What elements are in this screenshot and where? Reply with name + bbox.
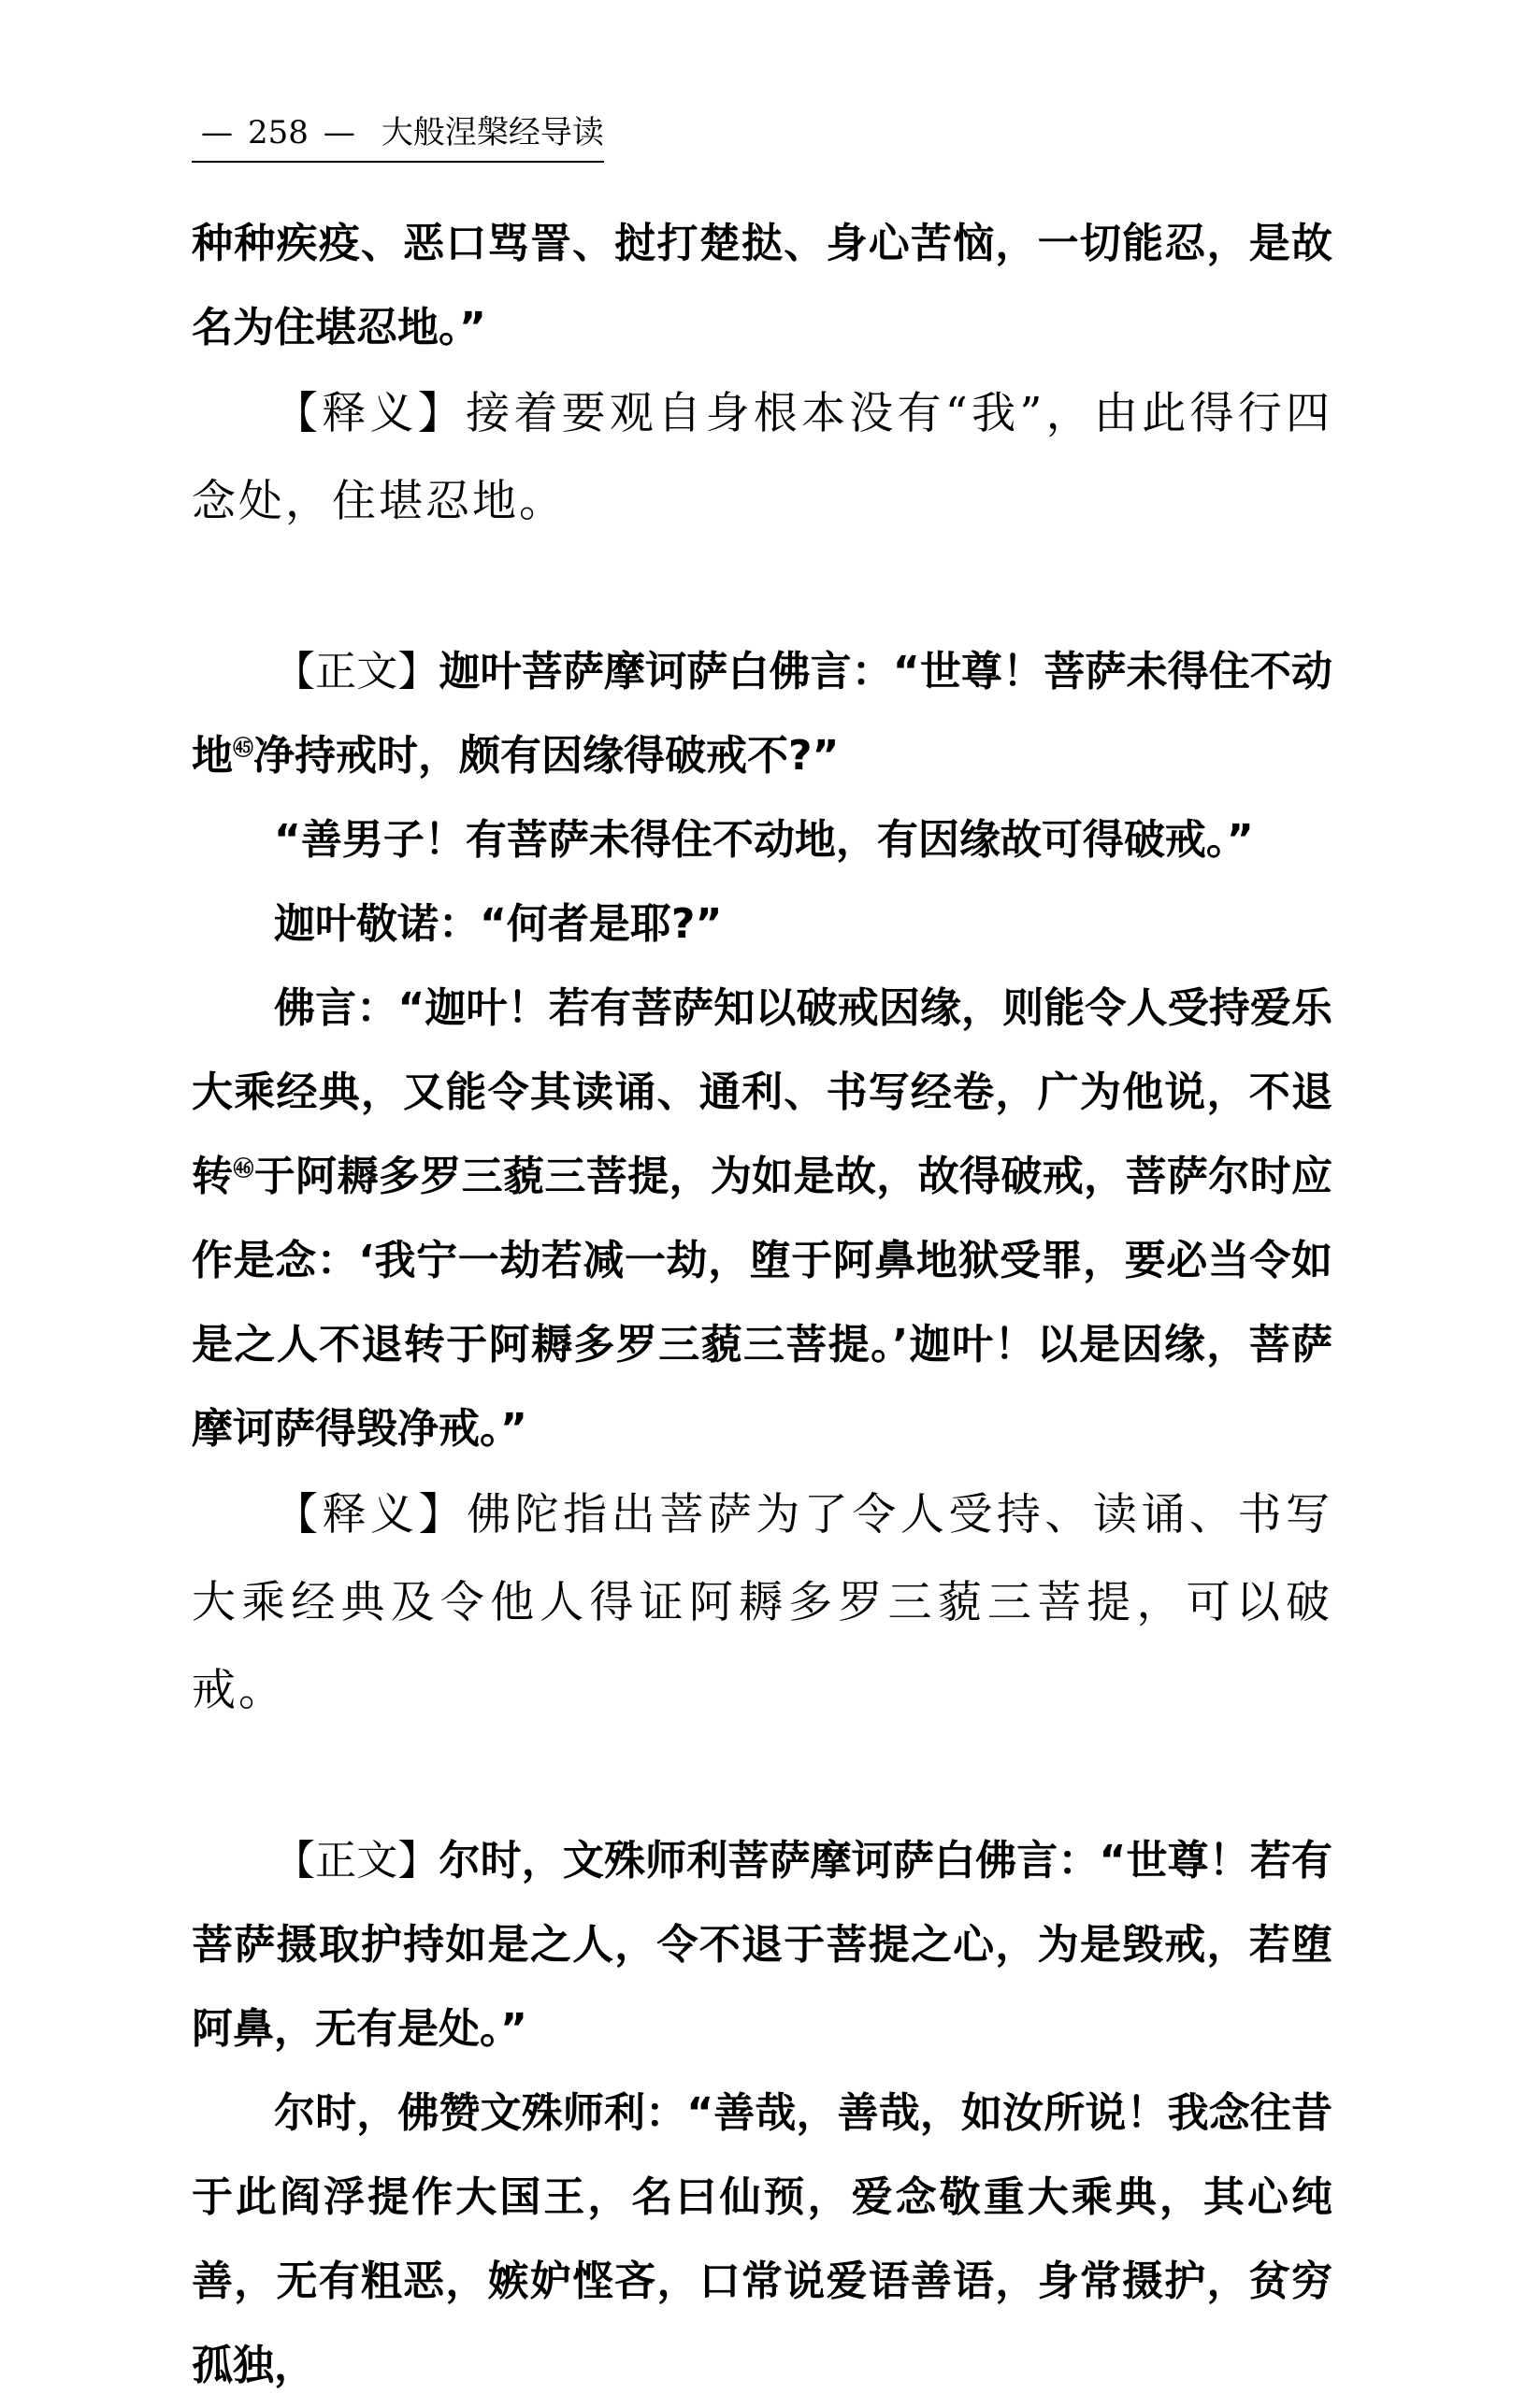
label-zhengwen-2: 【正文】 <box>274 1837 439 1885</box>
paragraph-7-explanation <box>192 1471 1332 1735</box>
label-zhengwen: 【正文】 <box>274 648 439 695</box>
book-title: 大般涅槃经导读 <box>381 114 604 151</box>
paragraph-3-main-text <box>192 630 1332 798</box>
paragraph-8-main-text <box>192 1819 1332 2071</box>
paragraph-7-text: 佛陀指出菩萨为了令人受持、读诵、书写大乘经典及令他人得证阿耨多罗三藐三菩提，可以破戒。 <box>192 1489 1333 1716</box>
paragraph-3-text-b: 净持戒时，颇有因缘得破戒不?” <box>253 732 840 780</box>
label-shiyi: 【释义】 <box>274 388 467 439</box>
paragraph-2-text: 接着要观自身根本没有“我”，由此得行四念处，住堪忍地。 <box>192 388 1333 527</box>
header-dash-right: — <box>323 114 355 151</box>
paragraph-3-text-a: 迦叶菩萨摩诃萨白佛言：“世尊！菩萨未得住不动地 <box>192 648 1333 780</box>
footnote-marker-55: ㊺ <box>233 737 254 761</box>
paragraph-9: 尔时，佛赞文殊师利：“善哉，善哉，如汝所说！我念往昔于此阎浮提作大国王，名曰仙预，爱念敬重大乘典，其心纯善，无有粗恶，嫉妒悭吝，口常说爱语善语，身常摄护，贫穷孤独， <box>192 2089 1332 2389</box>
page-body <box>192 202 1332 2408</box>
section-gap <box>192 546 1332 630</box>
paragraph-8-text: 尔时，文殊师利菩萨摩诃萨白佛言：“世尊！若有菩萨摄取护持如是之人，令不退于菩提之心，为是毁戒，若堕阿鼻，无有是处。” <box>192 1837 1333 2053</box>
page-number: 258 <box>248 114 309 151</box>
label-shiyi-2: 【释义】 <box>274 1489 468 1541</box>
paragraph-6-text-b: 于阿耨多罗三藐三菩提，为如是故，故得破戒，菩萨尔时应作是念：‘我宁一劫若减一劫，堕于阿鼻地狱受罪，要必当令如是之人不退转于阿耨多罗三藐三菩提。’迦叶！以是因缘，菩萨摩诃萨得毁净戒。” <box>192 1153 1332 1453</box>
paragraph-5: 迦叶敬诺：“何者是耶?” <box>274 900 723 948</box>
page <box>192 110 1332 2408</box>
paragraph-6-text-a: 佛言：“迦叶！若有菩萨知以破戒因缘，则能令人受持爱乐大乘经典，又能令其读诵、通利、书写经卷，广为他说，不退转 <box>192 984 1332 1200</box>
section-gap-2 <box>192 1735 1332 1819</box>
paragraph-1: 种种疾疫、恶口骂詈、挝打楚挞、身心苦恼，一切能忍，是故名为住堪忍地。” <box>192 220 1332 351</box>
header-dash-left: — <box>201 114 233 151</box>
paragraph-4: “善男子！有菩萨未得住不动地，有因缘故可得破戒。” <box>274 816 1254 864</box>
running-header <box>192 110 604 163</box>
paragraph-6 <box>192 967 1332 1471</box>
paragraph-2-explanation <box>192 370 1332 546</box>
footnote-marker-56: ㊻ <box>233 1157 254 1182</box>
